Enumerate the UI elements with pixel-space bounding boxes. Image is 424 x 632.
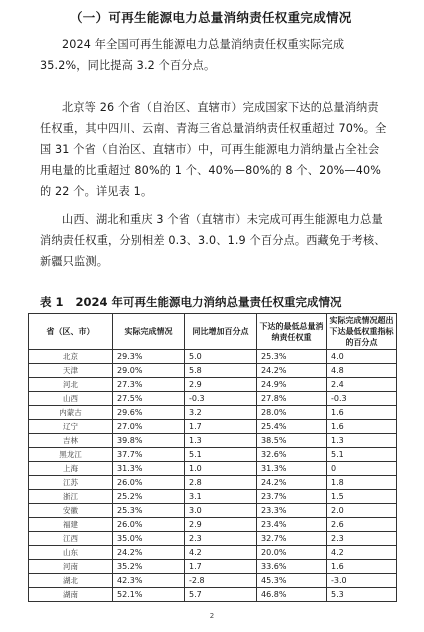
paragraph-summary: 2024 年全国可再生能源电力总量消纳责任权重实际完成 35.2%，同比提高 3.2 个百分点。 xyxy=(40,38,345,72)
cell-exceed-points: 4.0 xyxy=(327,350,397,364)
cell-actual: 39.8% xyxy=(113,434,185,448)
table-row xyxy=(29,476,397,490)
cell-province: 辽宁 xyxy=(29,420,113,434)
cell-min-weight: 27.8% xyxy=(257,392,327,406)
cell-exceed-points: 2.4 xyxy=(327,378,397,392)
cell-province: 吉林 xyxy=(29,434,113,448)
cell-exceed-points: 0 xyxy=(327,462,397,476)
paragraph-uncompleted-provinces: 山西、湖北和重庆 3 个省（直辖市）未完成可再生能源电力总量消纳责任权重，分别相差 0.3、3.0、1.9 个百分点。西藏免于考核、新疆只监测。 xyxy=(40,213,386,268)
cell-province: 安徽 xyxy=(29,504,113,518)
table-row xyxy=(29,378,397,392)
cell-min-weight: 24.2% xyxy=(257,476,327,490)
cell-yoy-increase: 5.8 xyxy=(185,364,257,378)
cell-yoy-increase: 2.9 xyxy=(185,518,257,532)
page-number: 2 xyxy=(209,612,215,620)
cell-exceed-points: 1.3 xyxy=(327,434,397,448)
cell-exceed-points: 2.6 xyxy=(327,518,397,532)
table-row xyxy=(29,462,397,476)
cell-province: 河南 xyxy=(29,560,113,574)
cell-min-weight: 28.0% xyxy=(257,406,327,420)
table-row xyxy=(29,560,397,574)
cell-province: 山西 xyxy=(29,392,113,406)
cell-actual: 31.3% xyxy=(113,462,185,476)
table-row xyxy=(29,434,397,448)
table-row xyxy=(29,364,397,378)
cell-province: 湖南 xyxy=(29,588,113,602)
cell-province: 北京 xyxy=(29,350,113,364)
cell-actual: 25.2% xyxy=(113,490,185,504)
header-actual: 实际完成情况 xyxy=(113,314,185,350)
cell-min-weight: 24.2% xyxy=(257,364,327,378)
section-heading: （一）可再生能源电力总量消纳责任权重完成情况 xyxy=(70,10,352,25)
cell-yoy-increase: 2.8 xyxy=(185,476,257,490)
cell-exceed-points: 1.8 xyxy=(327,476,397,490)
cell-yoy-increase: 3.0 xyxy=(185,504,257,518)
cell-exceed-points: 4.2 xyxy=(327,546,397,560)
cell-yoy-increase: 1.7 xyxy=(185,560,257,574)
cell-min-weight: 45.3% xyxy=(257,574,327,588)
cell-min-weight: 32.6% xyxy=(257,448,327,462)
cell-province: 河北 xyxy=(29,378,113,392)
cell-province: 江西 xyxy=(29,532,113,546)
cell-province: 黑龙江 xyxy=(29,448,113,462)
cell-province: 上海 xyxy=(29,462,113,476)
table-caption-number: 表 1 xyxy=(40,295,64,309)
cell-min-weight: 46.8% xyxy=(257,588,327,602)
cell-actual: 26.0% xyxy=(113,476,185,490)
cell-min-weight: 31.3% xyxy=(257,462,327,476)
cell-yoy-increase: 5.7 xyxy=(185,588,257,602)
cell-yoy-increase: 1.3 xyxy=(185,434,257,448)
cell-actual: 42.3% xyxy=(113,574,185,588)
table-row xyxy=(29,420,397,434)
cell-min-weight: 20.0% xyxy=(257,546,327,560)
cell-min-weight: 24.9% xyxy=(257,378,327,392)
paragraph-completed-provinces: 北京等 26 个省（自治区、直辖市）完成国家下达的总量消纳责任权重，其中四川、云南、青海三省总量消纳责任权重超过 70%。全国 31 个省（自治区、直辖市）中，可再生能源电力消纳量占全社会用电量的比重超过 80%的 1 个、40%—80%的 8 个、20%—40%的 22 个。详见表 1。 xyxy=(40,101,387,198)
table-row xyxy=(29,546,397,560)
cell-actual: 29.6% xyxy=(113,406,185,420)
cell-province: 山东 xyxy=(29,546,113,560)
cell-yoy-increase: 5.1 xyxy=(185,448,257,462)
table-row xyxy=(29,448,397,462)
cell-actual: 29.0% xyxy=(113,364,185,378)
header-exceed-points: 实际完成情况超出下达最低权重指标的百分点 xyxy=(327,314,397,350)
cell-province: 湖北 xyxy=(29,574,113,588)
cell-province: 内蒙古 xyxy=(29,406,113,420)
cell-exceed-points: 1.6 xyxy=(327,560,397,574)
header-yoy-increase: 同比增加百分点 xyxy=(185,314,257,350)
table-row xyxy=(29,406,397,420)
cell-exceed-points: -3.0 xyxy=(327,574,397,588)
cell-actual: 37.7% xyxy=(113,448,185,462)
cell-actual: 52.1% xyxy=(113,588,185,602)
cell-yoy-increase: 5.0 xyxy=(185,350,257,364)
cell-min-weight: 23.3% xyxy=(257,504,327,518)
cell-actual: 35.0% xyxy=(113,532,185,546)
table-row xyxy=(29,518,397,532)
cell-exceed-points: 2.0 xyxy=(327,504,397,518)
table-row xyxy=(29,588,397,602)
cell-exceed-points: 1.6 xyxy=(327,406,397,420)
table-row xyxy=(29,504,397,518)
cell-exceed-points: -0.3 xyxy=(327,392,397,406)
cell-min-weight: 23.4% xyxy=(257,518,327,532)
cell-actual: 27.5% xyxy=(113,392,185,406)
header-min-weight: 下达的最低总量消纳责任权重 xyxy=(257,314,327,350)
cell-actual: 26.0% xyxy=(113,518,185,532)
cell-yoy-increase: 1.7 xyxy=(185,420,257,434)
cell-exceed-points: 1.5 xyxy=(327,490,397,504)
cell-min-weight: 25.3% xyxy=(257,350,327,364)
cell-province: 福建 xyxy=(29,518,113,532)
cell-actual: 27.3% xyxy=(113,378,185,392)
cell-min-weight: 23.7% xyxy=(257,490,327,504)
table-caption xyxy=(40,294,342,310)
cell-yoy-increase: 3.2 xyxy=(185,406,257,420)
cell-yoy-increase: 2.9 xyxy=(185,378,257,392)
cell-yoy-increase: 1.0 xyxy=(185,462,257,476)
cell-exceed-points: 5.3 xyxy=(327,588,397,602)
cell-actual: 29.3% xyxy=(113,350,185,364)
cell-exceed-points: 5.1 xyxy=(327,448,397,462)
cell-min-weight: 25.4% xyxy=(257,420,327,434)
cell-province: 天津 xyxy=(29,364,113,378)
table-row xyxy=(29,532,397,546)
cell-min-weight: 32.7% xyxy=(257,532,327,546)
table-row xyxy=(29,490,397,504)
cell-province: 浙江 xyxy=(29,490,113,504)
table-body xyxy=(29,350,397,602)
cell-exceed-points: 4.8 xyxy=(327,364,397,378)
table-row xyxy=(29,350,397,364)
table-caption-title: 2024 年可再生能源电力消纳总量责任权重完成情况 xyxy=(75,295,342,309)
cell-min-weight: 33.6% xyxy=(257,560,327,574)
cell-actual: 24.2% xyxy=(113,546,185,560)
cell-yoy-increase: 2.3 xyxy=(185,532,257,546)
cell-actual: 25.3% xyxy=(113,504,185,518)
cell-yoy-increase: 3.1 xyxy=(185,490,257,504)
cell-exceed-points: 2.3 xyxy=(327,532,397,546)
cell-yoy-increase: 4.2 xyxy=(185,546,257,560)
cell-province: 江苏 xyxy=(29,476,113,490)
table-row xyxy=(29,392,397,406)
table-header-row xyxy=(29,314,397,350)
consumption-weight-table xyxy=(28,313,397,602)
cell-yoy-increase: -2.8 xyxy=(185,574,257,588)
cell-actual: 35.2% xyxy=(113,560,185,574)
table-row xyxy=(29,574,397,588)
cell-yoy-increase: -0.3 xyxy=(185,392,257,406)
cell-exceed-points: 1.6 xyxy=(327,420,397,434)
cell-min-weight: 38.5% xyxy=(257,434,327,448)
header-province: 省（区、市） xyxy=(29,314,113,350)
cell-actual: 27.0% xyxy=(113,420,185,434)
